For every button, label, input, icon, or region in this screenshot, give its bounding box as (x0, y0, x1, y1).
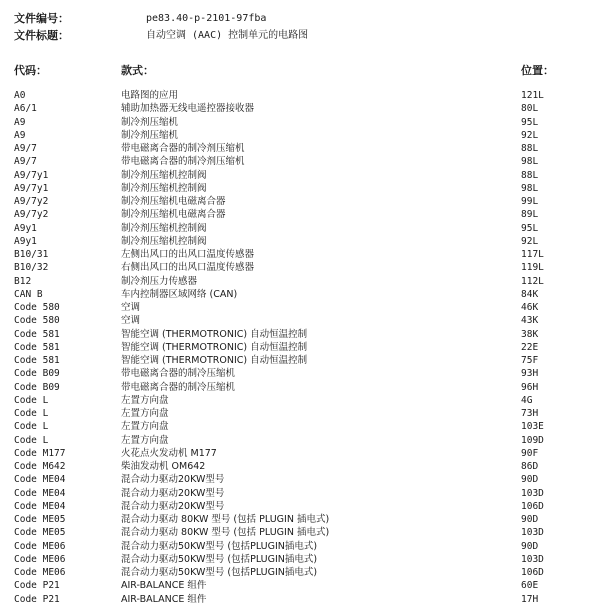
table-row (0, 275, 608, 288)
row-position: 90D (521, 474, 539, 486)
table-row (0, 566, 608, 579)
row-position: 60E (521, 580, 539, 592)
row-model: 制冷剂压缩机 (121, 116, 179, 128)
row-model: 辅助加热器无线电遥控器接收器 (121, 103, 255, 115)
row-position: 17H (521, 593, 539, 605)
row-position: 95L (521, 222, 539, 234)
row-model: 混合动力驱动50KW型号 (包括PLUGIN插电式) (121, 540, 318, 552)
row-model: 混合动力驱动20KW型号 (121, 487, 225, 499)
row-code: Code 580 (14, 315, 60, 327)
row-code: A9/7y1 (14, 182, 49, 194)
row-position: 75F (521, 355, 539, 366)
row-model: 火花点火发动机 M177 (121, 447, 217, 459)
table-row (0, 261, 608, 274)
row-code: Code P21 (14, 593, 60, 605)
row-position: 103D (521, 553, 544, 565)
row-model: 左置方向盘 (121, 434, 169, 446)
table-row (0, 328, 608, 341)
row-code: A9 (14, 129, 26, 141)
row-model: 混合动力驱动20KW型号 (121, 500, 225, 512)
row-code: Code 581 (14, 328, 60, 340)
row-code: Code L (14, 394, 49, 406)
row-position: 43K (521, 315, 539, 327)
row-position: 88L (521, 169, 539, 181)
table-row (0, 248, 608, 261)
table-row (0, 116, 608, 129)
table-row (0, 540, 608, 553)
row-model: 智能空调 (THERMOTRONIC) 自动恒温控制 (121, 328, 308, 340)
table-row (0, 208, 608, 221)
row-position: 98L (521, 156, 539, 168)
row-code: Code ME04 (14, 487, 66, 499)
row-position: 84K (521, 288, 539, 300)
row-position: 22E (521, 341, 539, 353)
row-code: A9y1 (14, 235, 37, 247)
table-row (0, 473, 608, 486)
table-row (0, 420, 608, 433)
row-position: 106D (521, 500, 544, 512)
row-code: Code ME06 (14, 553, 66, 565)
row-code: Code ME04 (14, 474, 66, 486)
row-model: AIR-BALANCE 组件 (121, 580, 207, 592)
row-code: B12 (14, 275, 32, 287)
table-row (0, 381, 608, 394)
row-code: Code 581 (14, 355, 60, 366)
row-position: 88L (521, 143, 539, 154)
table-row (0, 182, 608, 195)
row-position: 89L (521, 209, 539, 221)
row-model: 右侧出风口的出风口温度传感器 (121, 262, 255, 274)
row-position: 103D (521, 527, 544, 539)
row-code: Code L (14, 421, 49, 433)
row-code: Code P21 (14, 580, 60, 592)
row-model: 制冷剂压缩机电磁离合器 (121, 196, 226, 207)
row-model: 带电磁离合器的制冷剂压缩机 (121, 156, 245, 168)
column-header-model: 款式： (121, 64, 154, 77)
row-code: Code 581 (14, 341, 60, 353)
table-row (0, 354, 608, 367)
row-model: 带电磁离合器的制冷压缩机 (121, 368, 236, 380)
table-row (0, 89, 608, 102)
table-row (0, 553, 608, 566)
row-model: 制冷剂压缩机控制阀 (121, 235, 207, 247)
row-model: 带电磁离合器的制冷压缩机 (121, 381, 236, 393)
row-model: 电路图的应用 (121, 90, 179, 101)
table-row (0, 367, 608, 380)
row-model: 混合动力驱动 80KW 型号 (包括 PLUGIN 插电式) (121, 527, 330, 539)
column-header-code: 代码： (14, 64, 47, 77)
table-row (0, 288, 608, 301)
row-model: 车内控制器区域网络 (CAN) (121, 288, 238, 300)
table-row (0, 460, 608, 473)
table-row (0, 341, 608, 354)
table-row (0, 301, 608, 314)
row-model: 制冷剂压缩机控制阀 (121, 182, 207, 194)
row-model: AIR-BALANCE 组件 (121, 593, 207, 605)
row-code: Code ME06 (14, 540, 66, 552)
doc-number-label: 文件编号： (14, 12, 69, 25)
row-model: 柴油发动机 OM642 (121, 461, 206, 472)
table-row (0, 394, 608, 407)
row-position: 121L (521, 90, 544, 101)
table-row (0, 195, 608, 208)
row-position: 38K (521, 328, 539, 340)
row-position: 112L (521, 275, 544, 287)
row-position: 86D (521, 461, 539, 472)
doc-title-label: 文件标题： (14, 29, 69, 42)
table-row (0, 235, 608, 248)
row-position: 90F (521, 447, 539, 459)
column-header-position: 位置： (521, 64, 554, 77)
row-model: 制冷剂压缩机 (121, 129, 179, 141)
row-model: 左置方向盘 (121, 421, 169, 433)
table-row (0, 102, 608, 115)
row-code: Code M642 (14, 461, 66, 472)
row-model: 制冷剂压缩机电磁离合器 (121, 209, 226, 221)
row-code: A9/7y1 (14, 169, 49, 181)
row-code: Code L (14, 434, 49, 446)
row-code: A9/7y2 (14, 196, 49, 207)
table-row (0, 155, 608, 168)
table-row (0, 526, 608, 539)
row-model: 带电磁离合器的制冷剂压缩机 (121, 143, 245, 154)
row-position: 98L (521, 182, 539, 194)
row-model: 混合动力驱动 80KW 型号 (包括 PLUGIN 插电式) (121, 514, 330, 525)
row-position: 117L (521, 249, 544, 260)
row-code: A9 (14, 116, 26, 128)
row-code: Code 580 (14, 302, 60, 313)
row-code: Code ME05 (14, 527, 66, 539)
table-row (0, 447, 608, 460)
row-model: 左侧出风口的出风口温度传感器 (121, 249, 255, 260)
row-position: 90D (521, 514, 539, 525)
row-code: A9/7y2 (14, 209, 49, 221)
row-model: 空调 (121, 302, 141, 313)
table-row (0, 513, 608, 526)
table-row (0, 579, 608, 592)
row-model: 左置方向盘 (121, 394, 169, 406)
row-position: 92L (521, 235, 539, 247)
row-position: 99L (521, 196, 539, 207)
row-model: 空调 (121, 315, 141, 327)
table-row (0, 314, 608, 327)
table-row (0, 142, 608, 155)
row-code: A9/7 (14, 143, 37, 154)
row-position: 96H (521, 381, 539, 393)
table-row (0, 222, 608, 235)
row-position: 103D (521, 487, 544, 499)
row-code: A9/7 (14, 156, 37, 168)
table-row (0, 434, 608, 447)
row-position: 95L (521, 116, 539, 128)
row-code: Code ME05 (14, 514, 66, 525)
row-position: 106D (521, 567, 544, 578)
doc-number-value: pe83.40-p-2101-97fba (146, 13, 267, 24)
table-row (0, 407, 608, 420)
row-code: Code ME06 (14, 567, 66, 578)
row-model: 制冷剂压缩机控制阀 (121, 222, 207, 234)
row-code: A6/1 (14, 103, 37, 115)
table-row (0, 593, 608, 606)
doc-title-value: 自动空调 (AAC) 控制单元的电路图 (146, 30, 309, 41)
table-row (0, 500, 608, 513)
row-code: Code M177 (14, 447, 66, 459)
row-code: B10/32 (14, 262, 49, 274)
row-code: Code B09 (14, 381, 60, 393)
row-position: 80L (521, 103, 539, 115)
row-position: 93H (521, 368, 539, 380)
row-position: 92L (521, 129, 539, 141)
row-code: Code L (14, 408, 49, 419)
row-code: Code B09 (14, 368, 60, 380)
row-position: 109D (521, 434, 544, 446)
row-code: Code ME04 (14, 500, 66, 512)
table-row (0, 129, 608, 142)
row-model: 制冷剂压力传感器 (121, 275, 198, 287)
row-model: 智能空调 (THERMOTRONIC) 自动恒温控制 (121, 355, 308, 366)
row-model: 混合动力驱动50KW型号 (包括PLUGIN插电式) (121, 567, 318, 578)
table-row (0, 487, 608, 500)
row-position: 103E (521, 421, 544, 433)
row-model: 左置方向盘 (121, 408, 169, 419)
row-position: 4G (521, 394, 533, 406)
row-model: 智能空调 (THERMOTRONIC) 自动恒温控制 (121, 341, 308, 353)
component-table (0, 89, 608, 606)
row-code: CAN B (14, 288, 43, 300)
table-row (0, 169, 608, 182)
row-code: B10/31 (14, 249, 49, 260)
row-code: A0 (14, 90, 26, 101)
row-model: 制冷剂压缩机控制阀 (121, 169, 207, 181)
row-position: 119L (521, 262, 544, 274)
row-position: 46K (521, 302, 539, 313)
row-model: 混合动力驱动20KW型号 (121, 474, 225, 486)
row-position: 73H (521, 408, 539, 419)
row-model: 混合动力驱动50KW型号 (包括PLUGIN插电式) (121, 553, 318, 565)
row-code: A9y1 (14, 222, 37, 234)
row-position: 90D (521, 540, 539, 552)
